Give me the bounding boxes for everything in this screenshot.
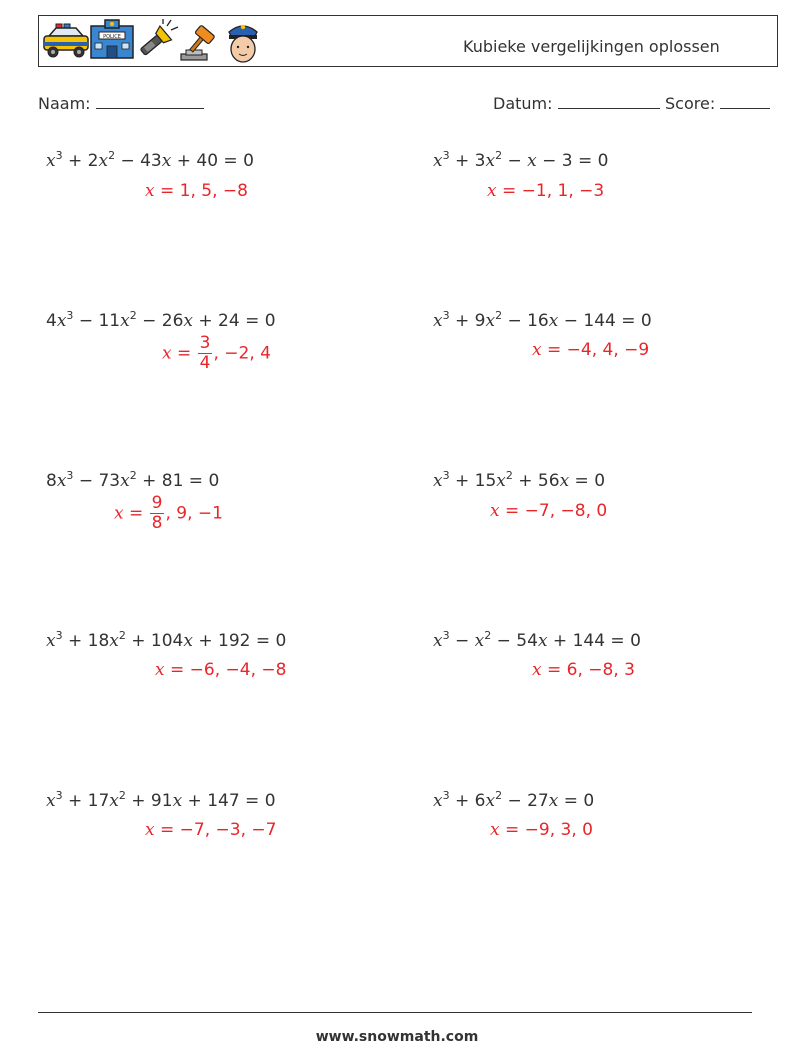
math-variable: x <box>98 151 109 171</box>
equation <box>433 791 594 811</box>
math-variable: x <box>532 660 542 680</box>
name-blank[interactable] <box>96 93 204 109</box>
math-text: − 11 <box>73 311 121 331</box>
worksheet-header <box>38 15 778 67</box>
math-text: − 3 = 0 <box>536 151 609 171</box>
math-exponent: 2 <box>495 309 503 322</box>
math-variable: x <box>487 181 497 201</box>
math-exponent: 2 <box>118 629 126 642</box>
flashlight-icon <box>137 19 178 59</box>
answer <box>532 660 635 680</box>
math-variable: x <box>490 820 500 840</box>
math-text: , 9, −1 <box>165 503 223 524</box>
police-station-icon <box>91 20 133 58</box>
math-exponent: 2 <box>505 469 513 482</box>
gavel-icon <box>181 25 215 60</box>
math-variable: x <box>172 791 183 811</box>
math-exponent: 3 <box>66 309 74 322</box>
math-exponent: 3 <box>55 629 63 642</box>
math-variable: x <box>485 791 496 811</box>
math-variable: x <box>109 631 119 651</box>
math-text: = −4, 4, −9 <box>541 340 650 360</box>
equation <box>46 151 254 171</box>
station-sign-text: POLICE <box>103 34 121 40</box>
math-variable: x <box>559 471 570 491</box>
header-icon-strip <box>43 18 275 64</box>
math-variable: x <box>485 311 496 331</box>
math-exponent: 3 <box>55 789 63 802</box>
answer <box>490 501 607 521</box>
answer <box>145 181 248 201</box>
math-exponent: 3 <box>442 149 450 162</box>
math-text: − 54 <box>491 631 538 651</box>
math-text: − <box>449 631 475 651</box>
math-variable: x <box>433 791 443 811</box>
math-text: − 27 <box>502 791 549 811</box>
math-variable: x <box>532 340 542 360</box>
date-field <box>493 93 660 113</box>
math-text: + 9 <box>449 311 486 331</box>
math-text: = <box>171 343 197 364</box>
math-text: + 147 = 0 <box>182 791 276 811</box>
math-variable: x <box>183 631 193 651</box>
math-variable: x <box>548 311 559 331</box>
math-text: + 192 = 0 <box>192 631 287 651</box>
score-label: Score: <box>665 94 716 113</box>
police-officer-icon <box>229 25 257 62</box>
math-text: + 18 <box>62 631 110 651</box>
math-variable: x <box>145 820 155 840</box>
math-text: 4 <box>46 311 57 331</box>
math-text: + 56 <box>512 471 560 491</box>
math-text: − <box>502 151 528 171</box>
footer-divider <box>38 1012 752 1013</box>
math-exponent: 3 <box>442 469 450 482</box>
math-fraction <box>198 334 213 373</box>
math-variable: x <box>485 151 496 171</box>
equation <box>433 631 641 651</box>
equation <box>433 471 605 491</box>
math-variable: x <box>46 151 56 171</box>
math-variable: x <box>155 660 165 680</box>
answer <box>145 820 276 840</box>
math-variable: x <box>120 311 130 331</box>
math-variable: x <box>162 343 172 364</box>
date-label: Datum: <box>493 94 553 113</box>
math-text: , −2, 4 <box>213 343 271 364</box>
math-variable: x <box>114 503 124 524</box>
fraction-numerator: 3 <box>199 333 211 353</box>
equation <box>46 471 219 491</box>
answer <box>162 334 271 373</box>
math-variable: x <box>120 471 130 491</box>
math-variable: x <box>433 151 443 171</box>
math-text: + 3 <box>449 151 486 171</box>
math-variable: x <box>527 151 537 171</box>
fraction-denominator: 8 <box>151 513 163 533</box>
math-variable: x <box>496 471 506 491</box>
math-variable: x <box>433 471 443 491</box>
math-exponent: 3 <box>442 789 450 802</box>
equation <box>46 631 286 651</box>
footer-url[interactable]: www.snowmath.com <box>315 1029 479 1045</box>
math-variable: x <box>433 631 443 651</box>
math-variable: x <box>161 151 172 171</box>
math-fraction <box>150 494 165 533</box>
math-text: + 15 <box>449 471 497 491</box>
score-field <box>665 93 770 113</box>
math-text: + 24 = 0 <box>192 311 276 331</box>
math-variable: x <box>46 631 56 651</box>
math-exponent: 3 <box>55 149 63 162</box>
math-text: = <box>123 503 149 524</box>
math-exponent: 3 <box>66 469 74 482</box>
math-text: + 40 = 0 <box>171 151 254 171</box>
math-exponent: 2 <box>129 309 137 322</box>
math-text: = 6, −8, 3 <box>541 660 635 680</box>
fraction-denominator: 4 <box>199 353 211 373</box>
answer <box>155 660 286 680</box>
math-text: + 144 = 0 <box>547 631 641 651</box>
math-exponent: 2 <box>484 629 492 642</box>
police-car-icon <box>44 24 88 57</box>
math-text: = 1, 5, −8 <box>154 181 248 201</box>
math-exponent: 3 <box>442 309 450 322</box>
math-text: − 73 <box>73 471 121 491</box>
math-text: = −9, 3, 0 <box>499 820 593 840</box>
math-text: = −6, −4, −8 <box>164 660 287 680</box>
math-text: + 2 <box>62 151 99 171</box>
math-variable: x <box>145 181 155 201</box>
math-variable: x <box>490 501 500 521</box>
math-text: = −7, −3, −7 <box>154 820 277 840</box>
math-exponent: 2 <box>129 469 137 482</box>
math-variable: x <box>537 631 548 651</box>
math-text: = 0 <box>558 791 595 811</box>
answer <box>532 340 649 360</box>
equation <box>46 311 276 331</box>
equation <box>46 791 276 811</box>
equation <box>433 151 608 171</box>
math-text: = −7, −8, 0 <box>499 501 608 521</box>
math-variable: x <box>548 791 559 811</box>
worksheet-title: Kubieke vergelijkingen oplossen <box>463 37 720 56</box>
math-text: + 91 <box>125 791 173 811</box>
math-text: + 17 <box>62 791 110 811</box>
math-exponent: 2 <box>118 789 126 802</box>
math-text: − 26 <box>136 311 184 331</box>
math-variable: x <box>474 631 485 651</box>
math-variable: x <box>56 471 67 491</box>
answer <box>114 494 223 533</box>
math-text: 8 <box>46 471 57 491</box>
score-blank[interactable] <box>720 93 770 109</box>
math-text: − 144 = 0 <box>558 311 652 331</box>
math-text: + 104 <box>125 631 184 651</box>
math-variable: x <box>56 311 67 331</box>
math-text: − 16 <box>502 311 549 331</box>
math-text: + 6 <box>449 791 486 811</box>
answer <box>490 820 593 840</box>
math-text: + 81 = 0 <box>136 471 220 491</box>
math-exponent: 2 <box>495 149 503 162</box>
fraction-numerator: 9 <box>151 493 163 513</box>
math-text: − 43 <box>115 151 162 171</box>
math-exponent: 2 <box>495 789 503 802</box>
math-text: = 0 <box>569 471 606 491</box>
math-exponent: 3 <box>442 629 450 642</box>
math-text: = −1, 1, −3 <box>496 181 605 201</box>
equation <box>433 311 652 331</box>
math-variable: x <box>46 791 56 811</box>
math-variable: x <box>183 311 193 331</box>
name-label: Naam: <box>38 94 91 113</box>
math-variable: x <box>433 311 443 331</box>
math-variable: x <box>109 791 119 811</box>
answer <box>487 181 604 201</box>
name-field <box>38 93 204 113</box>
date-blank[interactable] <box>558 93 660 109</box>
math-exponent: 2 <box>108 149 116 162</box>
